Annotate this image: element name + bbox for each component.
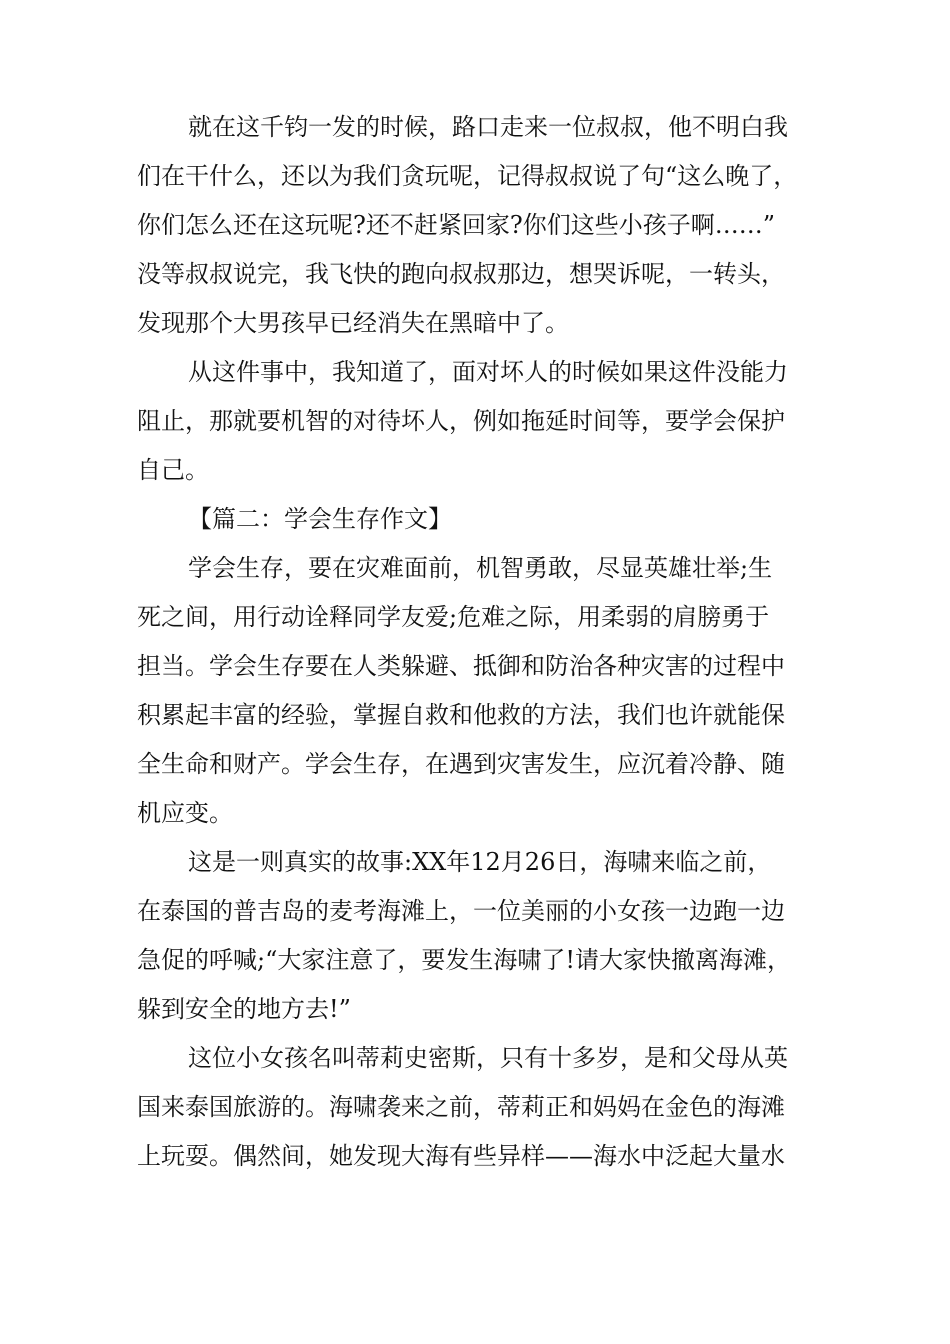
text-line: 积累起丰富的经验，掌握自救和他救的方法，我们也许就能保 xyxy=(137,701,785,729)
paragraph-4 xyxy=(137,838,837,1034)
text-line: 机应变。 xyxy=(137,799,233,827)
text-line: 发现那个大男孩早已经消失在黑暗中了。 xyxy=(137,309,569,337)
text-line: 在泰国的普吉岛的麦考海滩上，一位美丽的小女孩一边跑一边 xyxy=(137,897,785,925)
text-line: 学会生存，要在灾难面前，机智勇敢，尽显英雄壮举;生 xyxy=(188,554,773,582)
text-line: 从这件事中，我知道了，面对坏人的时候如果这件没能力 xyxy=(188,358,788,386)
text-line: 急促的呼喊;“大家注意了，要发生海啸了!请大家快撤离海滩， xyxy=(137,946,791,974)
section-title: 【篇二：学会生存作文】 xyxy=(188,505,452,533)
text-line: 们在干什么，还以为我们贪玩呢，记得叔叔说了句“这么晚了， xyxy=(137,162,798,190)
text-line: 上玩耍。偶然间，她发现大海有些异样——海水中泛起大量水 xyxy=(137,1142,785,1170)
document-page xyxy=(137,103,837,1181)
text-line: 你们怎么还在这玩呢?还不赶紧回家?你们这些小孩子啊……” xyxy=(137,211,776,239)
text-line: 没等叔叔说完，我飞快的跑向叔叔那边，想哭诉呢，一转头， xyxy=(137,260,785,288)
paragraph-3 xyxy=(137,544,837,838)
text-line: 自己。 xyxy=(137,456,209,484)
paragraph-5 xyxy=(137,1034,837,1181)
text-line: 全生命和财产。学会生存，在遇到灾害发生，应沉着冷静、随 xyxy=(137,750,785,778)
text-line: 躲到安全的地方去!” xyxy=(137,995,351,1023)
text-line: 这是一则真实的故事:XX年12月26日，海啸来临之前， xyxy=(188,848,772,876)
text-line: 就在这千钧一发的时候，路口走来一位叔叔，他不明白我 xyxy=(188,113,788,141)
section-heading xyxy=(137,495,837,544)
paragraph-2 xyxy=(137,348,837,495)
text-line: 国来泰国旅游的。海啸袭来之前，蒂莉正和妈妈在金色的海滩 xyxy=(137,1093,785,1121)
text-line: 阻止，那就要机智的对待坏人，例如拖延时间等，要学会保护 xyxy=(137,407,785,435)
text-line: 死之间，用行动诠释同学友爱;危难之际，用柔弱的肩膀勇于 xyxy=(137,603,770,631)
paragraph-1 xyxy=(137,103,837,348)
text-line: 担当。学会生存要在人类躲避、抵御和防治各种灾害的过程中 xyxy=(137,652,785,680)
text-line: 这位小女孩名叫蒂莉史密斯，只有十多岁，是和父母从英 xyxy=(188,1044,788,1072)
